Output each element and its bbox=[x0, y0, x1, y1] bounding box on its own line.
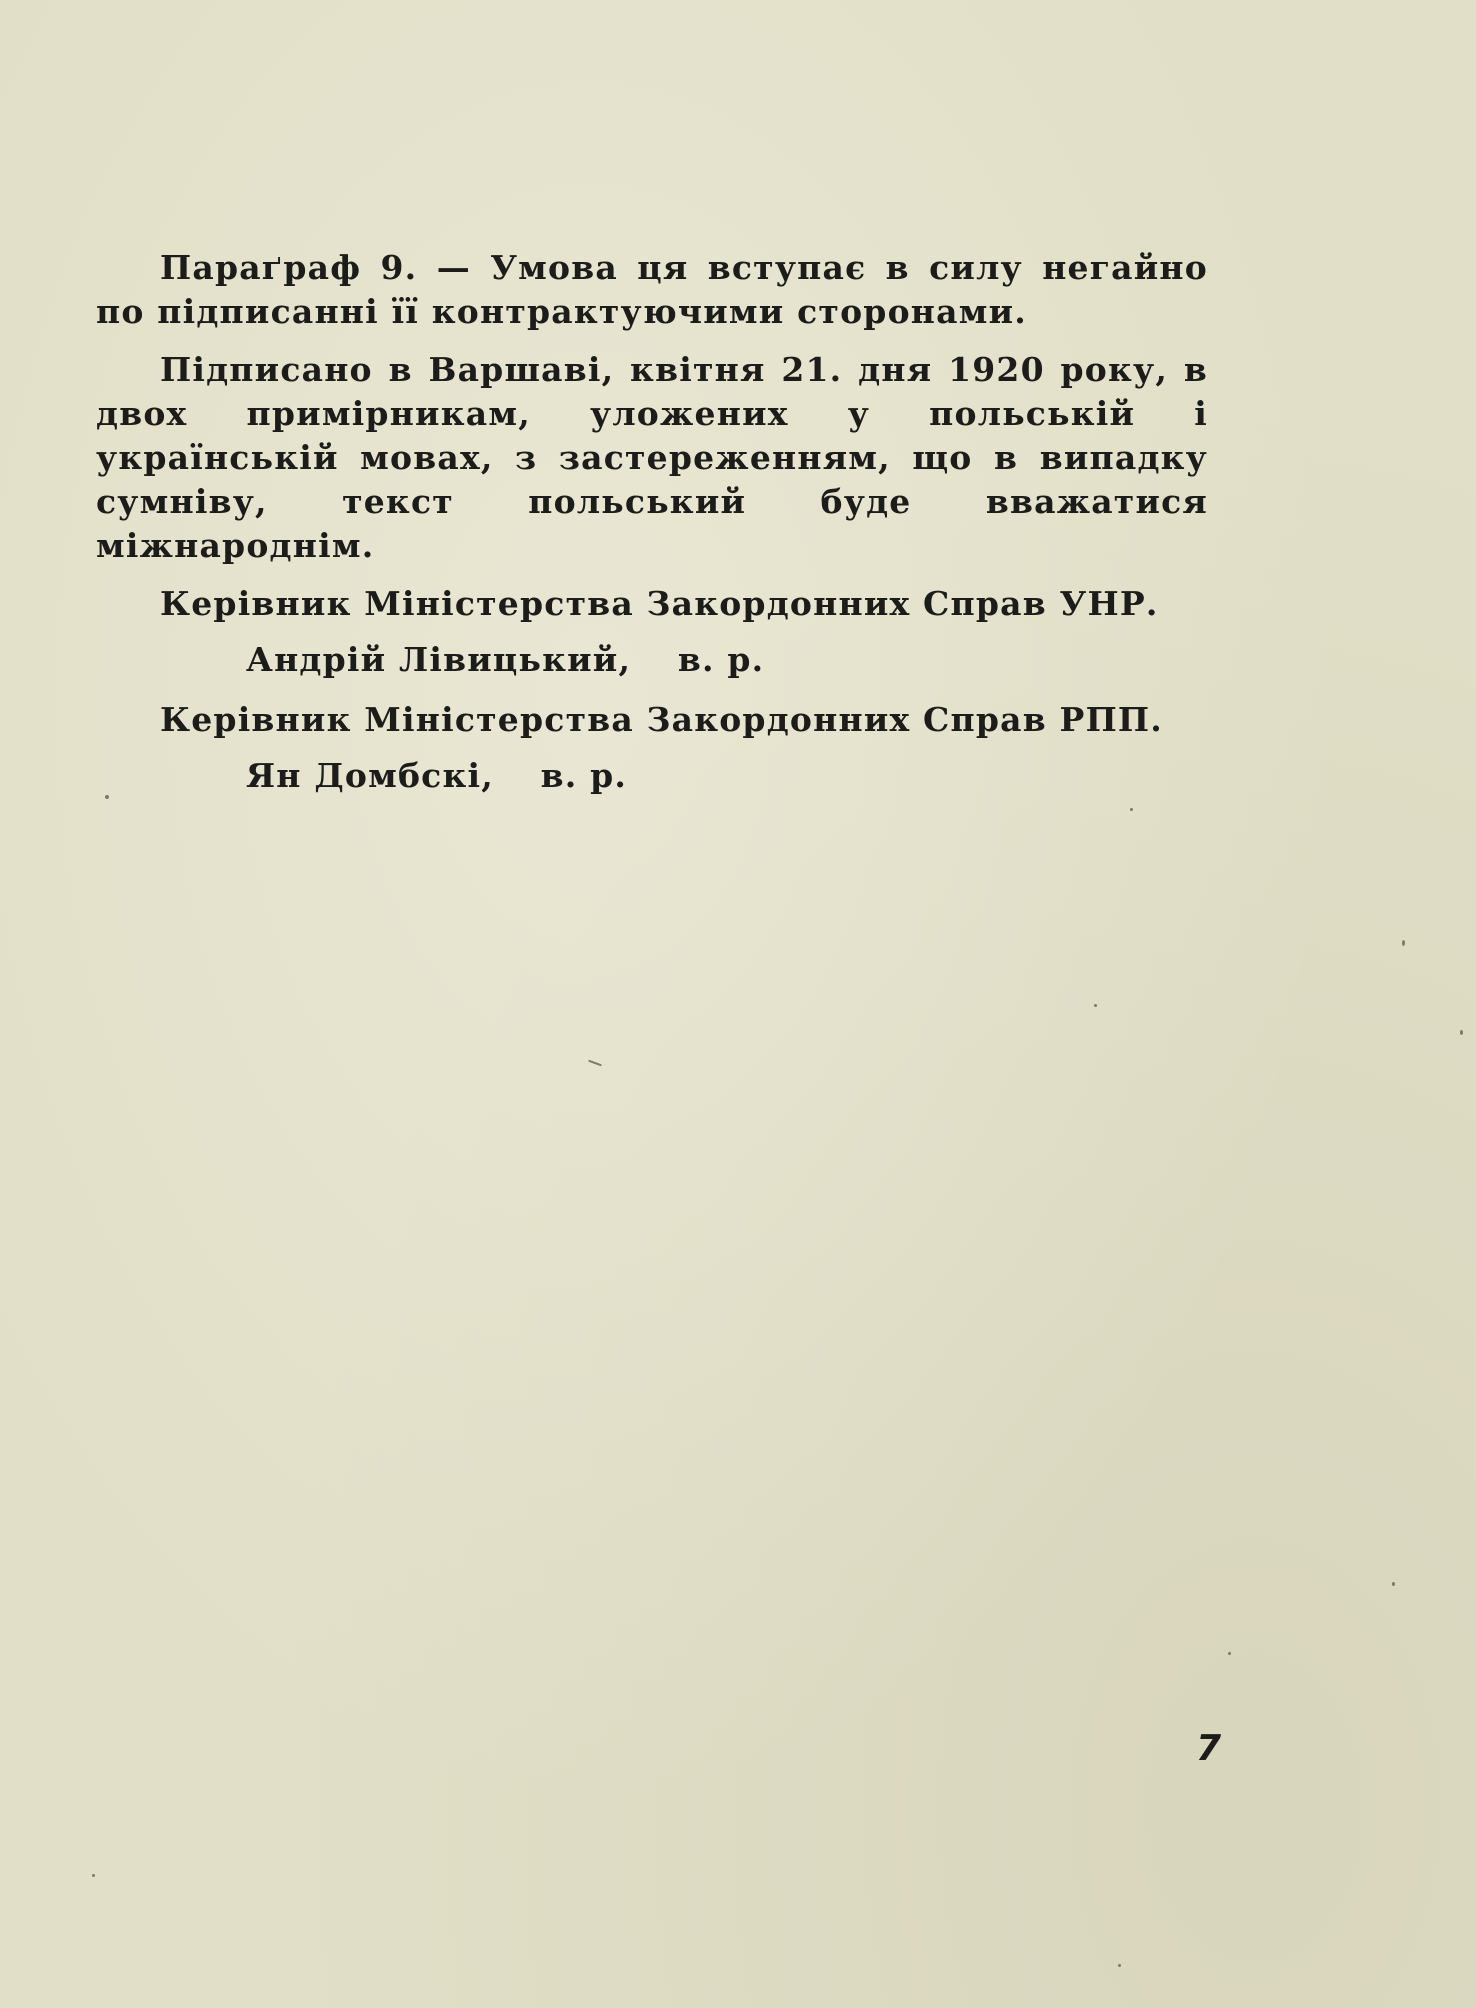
signatory-1-title: Керівник Міністерства Закордонних Справ УНР. bbox=[160, 584, 1159, 623]
signatory-2-title: Керівник Міністерства Закордонних Справ РПП. bbox=[160, 700, 1163, 739]
paper-speck bbox=[105, 795, 109, 799]
paragraph-9 bbox=[96, 246, 1208, 334]
signatory-1-name: Андрій Лівицький, bbox=[246, 640, 632, 679]
signatory-2-mark: в. р. bbox=[540, 756, 628, 795]
paper-speck bbox=[1460, 1030, 1463, 1035]
signatory-1-mark: в. р. bbox=[677, 640, 765, 679]
document-body bbox=[96, 246, 1208, 814]
signatory-1 bbox=[96, 638, 1208, 682]
page-number: 7 bbox=[1196, 1728, 1222, 1769]
paragraph-9-text: — Умова ця вступає в силу негайно по підписанні її контрактуючими сторонами. bbox=[96, 248, 1208, 331]
paper-speck bbox=[1118, 1964, 1121, 1967]
signatory-2-name: Ян Домбскі, bbox=[246, 756, 494, 795]
paper-speck bbox=[1402, 940, 1405, 946]
paper-speck bbox=[1130, 808, 1133, 811]
paper-speck bbox=[588, 1060, 602, 1067]
paper-speck bbox=[1094, 1004, 1097, 1007]
paper-speck bbox=[1228, 1652, 1231, 1655]
paper-speck bbox=[92, 1874, 95, 1877]
paragraph-9-heading: Параґраф 9. bbox=[160, 248, 418, 287]
paper-speck bbox=[1392, 1582, 1395, 1586]
signatory-2 bbox=[96, 754, 1208, 798]
signing-paragraph: Підписано в Варшаві, квітня 21. дня 1920 року, в двох примірникам, уложених у польській і українській мовах, з застереженням, що в випадку сумніву, текст польський буде вважатися міжнароднім. bbox=[96, 350, 1208, 565]
